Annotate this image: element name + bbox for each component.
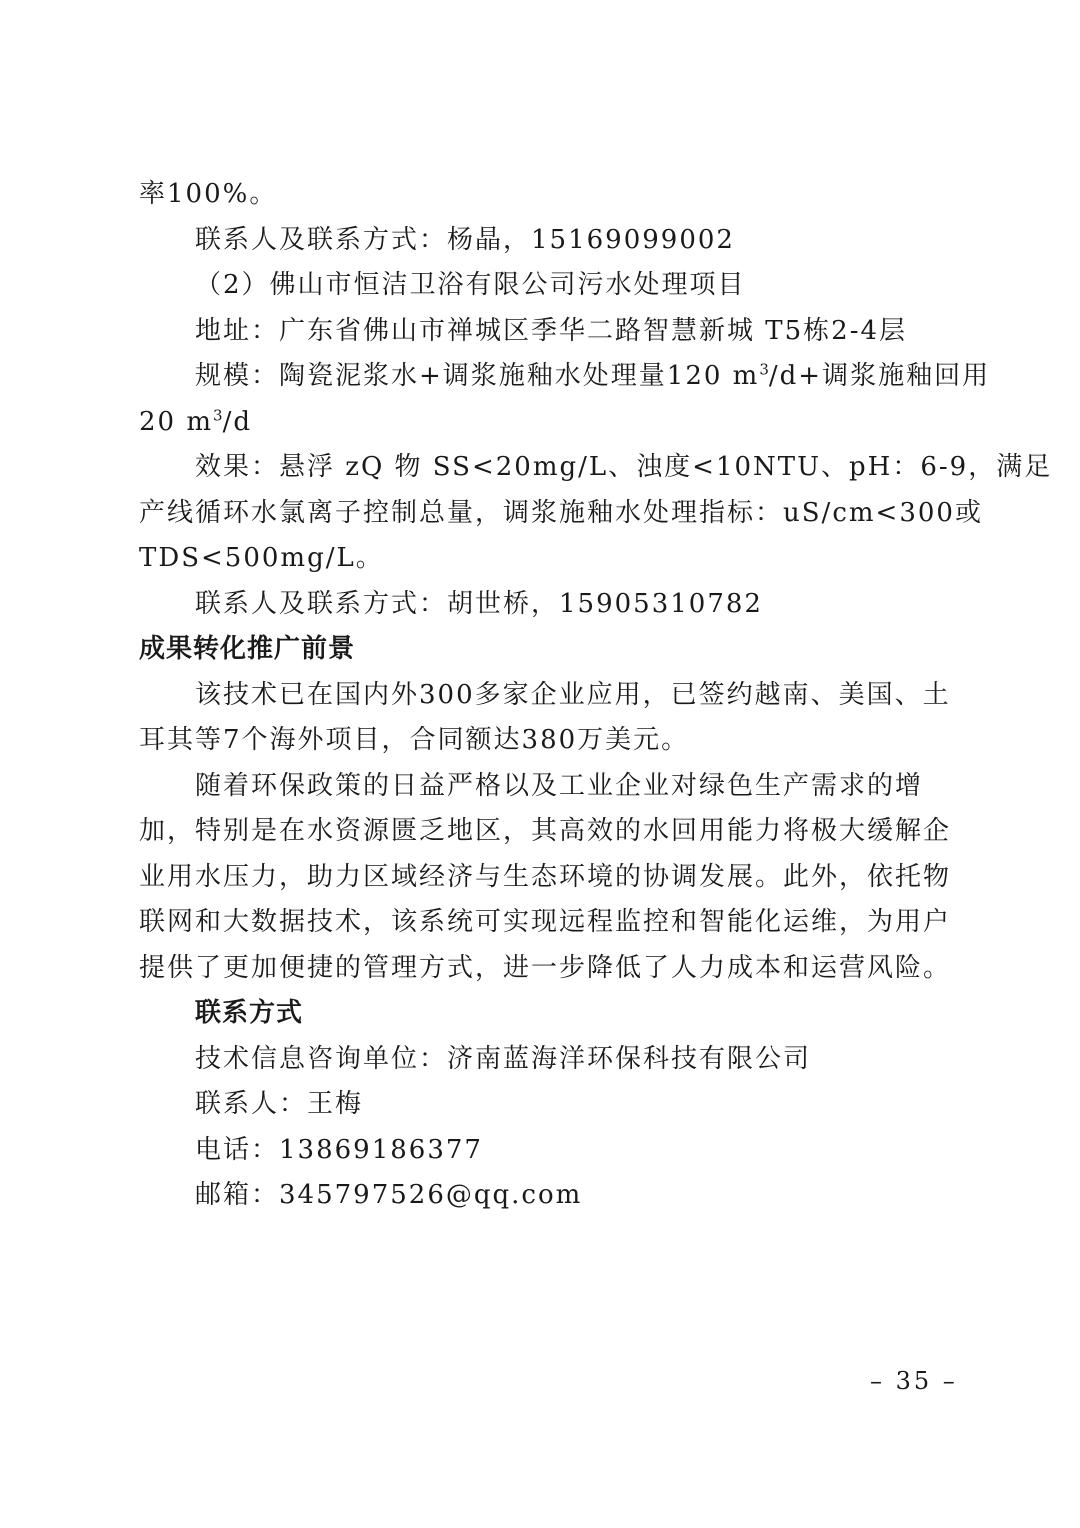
section-heading-prospects: 成果转化推广前景 [139,634,356,664]
superscript: 3 [759,360,769,379]
paragraph-line: 率100%。 [139,179,278,209]
paragraph-line: 该技术已在国内外300多家企业应用，已签约越南、美国、土 [195,679,951,710]
paragraph-line: 耳其等7个海外项目，合同额达380万美元。 [139,725,690,755]
document-page [139,172,1053,1219]
paragraph-line: 业用水压力，助力区域经济与生态环境的协调发展。此外，依托物 [139,861,952,892]
scale-line [139,354,991,400]
address-line: 地址：广东省佛山市禅城区季华二路智慧新城 T5栋2-4层 [195,315,908,346]
scale-text-a: 规模：陶瓷泥浆水+调浆施釉水处理量120 m [195,361,760,391]
superscript: 3 [213,405,223,424]
effect-line-cont: 产线循环水氯离子控制总量，调浆施釉水处理指标：uS/cm<300或 [139,497,983,528]
paragraph-line: 提供了更加便捷的管理方式，进一步降低了人力成本和运营风险。 [139,952,952,983]
phone-line: 电话：13869186377 [195,1134,483,1165]
effect-line: 效果：悬浮 zQ 物 SS<20mg/L、浊度<10NTU、pH：6-9，满足 [195,452,1053,482]
paragraph-line: 加，特别是在水资源匮乏地区，其高效的水回用能力将极大缓解企 [139,816,952,846]
contact-person: 联系人：王梅 [195,1089,364,1119]
email-line: 邮箱：345797526@qq.com [195,1180,583,1210]
consulting-unit: 技术信息咨询单位：济南蓝海洋环保科技有限公司 [195,1043,812,1074]
contact-line: 联系人及联系方式：杨晶，15169099002 [195,224,735,255]
section-heading-contact: 联系方式 [195,998,304,1028]
page-number: – 35 – [870,1367,958,1395]
contact-line: 联系人及联系方式：胡世桥，15905310782 [195,588,763,619]
effect-line-cont: TDS<500mg/L。 [139,543,384,573]
paragraph-line: 随着环保政策的日益严格以及工业企业对绿色生产需求的增 [195,770,924,801]
scale-text-c: 20 m [139,406,214,437]
scale-text-d: /d [222,406,252,437]
project-title: （2）佛山市恒洁卫浴有限公司污水处理项目 [195,270,746,300]
paragraph-line: 联网和大数据技术，该系统可实现远程监控和智能化运维，为用户 [139,907,952,937]
scale-line-cont [139,400,929,446]
scale-text-b: /d+调浆施釉回用 [768,361,991,391]
